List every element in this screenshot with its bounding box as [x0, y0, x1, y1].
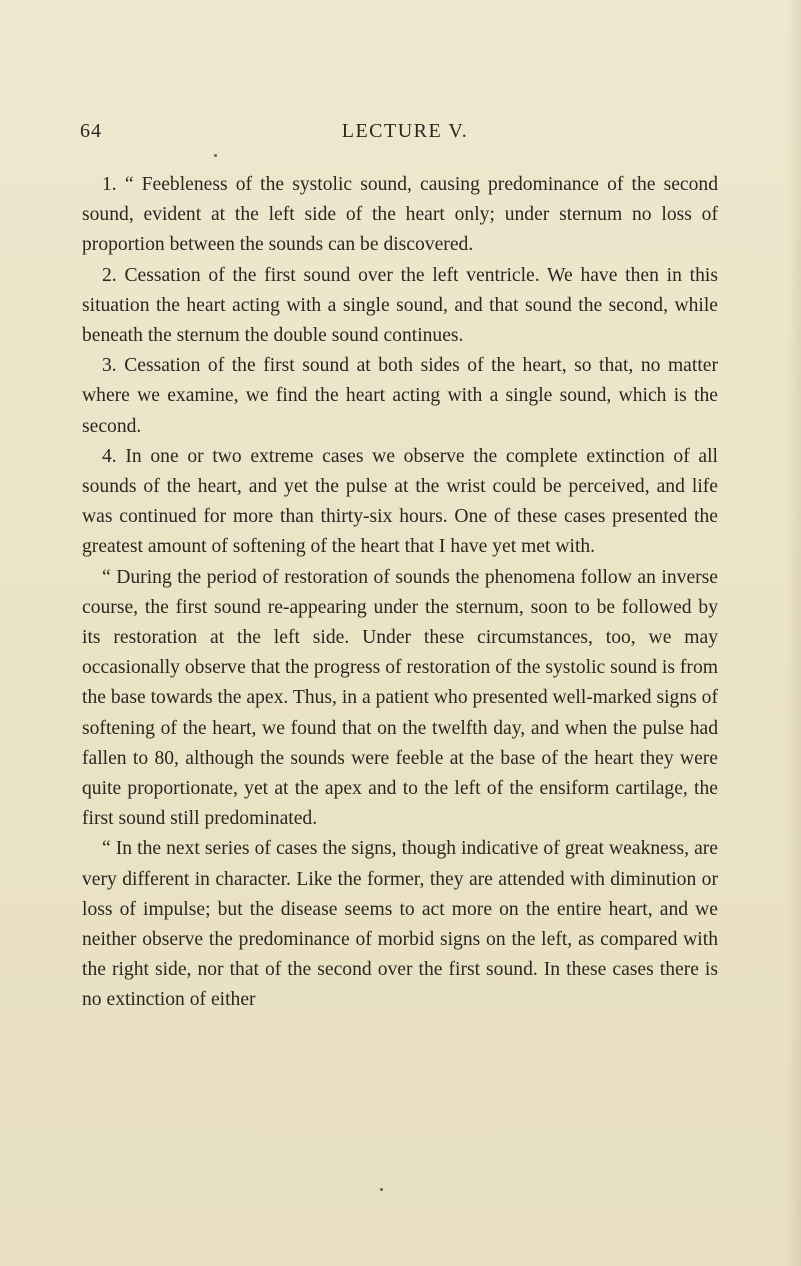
page-header [80, 120, 730, 148]
paragraph-6: “ In the next series of cases the signs, though indicative of great weakness, are very different in character. Like the former, they are attended with diminution or loss of impulse; but the disease seems to act more on the entire heart, and we neither observe the predominance of morbid signs on the left, as compared with the right side, nor that of the second over the first sound. In these cases there is no extinction of either [82, 838, 718, 1011]
page-number: 64 [80, 120, 102, 142]
running-head: LECTURE V. [341, 120, 469, 142]
paragraph-5: “ During the period of restoration of sounds the phenomena follow an inverse course, the first sound re-appearing under the sternum, soon to be followed by its restoration at the left side. Under these circumstances, too, we may occasionally observe that the progress of restoration of the systolic sound is from the base towards the apex. Thus, in a patient who presented well-marked signs of softening of the heart, we found that on the twelfth day, and when the pulse had fallen to 80, although the sounds were feeble at the base of the heart they were quite proportionate, yet at the apex and to the left of the ensiform cartilage, the first sound still predominated. [82, 566, 718, 830]
paragraph-4: 4. In one or two extreme cases we observe the complete extinction of all sounds of the heart, and yet the pulse at the wrist could be perceived, and life was continued for more than thirty-six hours. One of these cases presented the greatest amount of softening of the heart that I have yet met with. [82, 445, 718, 558]
page-edge-shadow [787, 0, 801, 1266]
body-text [82, 170, 718, 1016]
ink-speck [380, 1188, 383, 1191]
paragraph-3: 3. Cessation of the first sound at both sides of the heart, so that, no matter where we examine, we find the heart acting with a single sound, which is the second. [82, 355, 718, 437]
ink-speck [214, 154, 217, 157]
paragraph-1: 1. “ Feebleness of the systolic sound, causing predominance of the second sound, evident at the left side of the heart only; under sternum no loss of proportion between the sounds can be discovered. [82, 174, 718, 256]
paragraph-2: 2. Cessation of the first sound over the left ventricle. We have then in this situation the heart acting with a single sound, and that sound the second, while beneath the sternum the double sound continues. [82, 264, 718, 347]
